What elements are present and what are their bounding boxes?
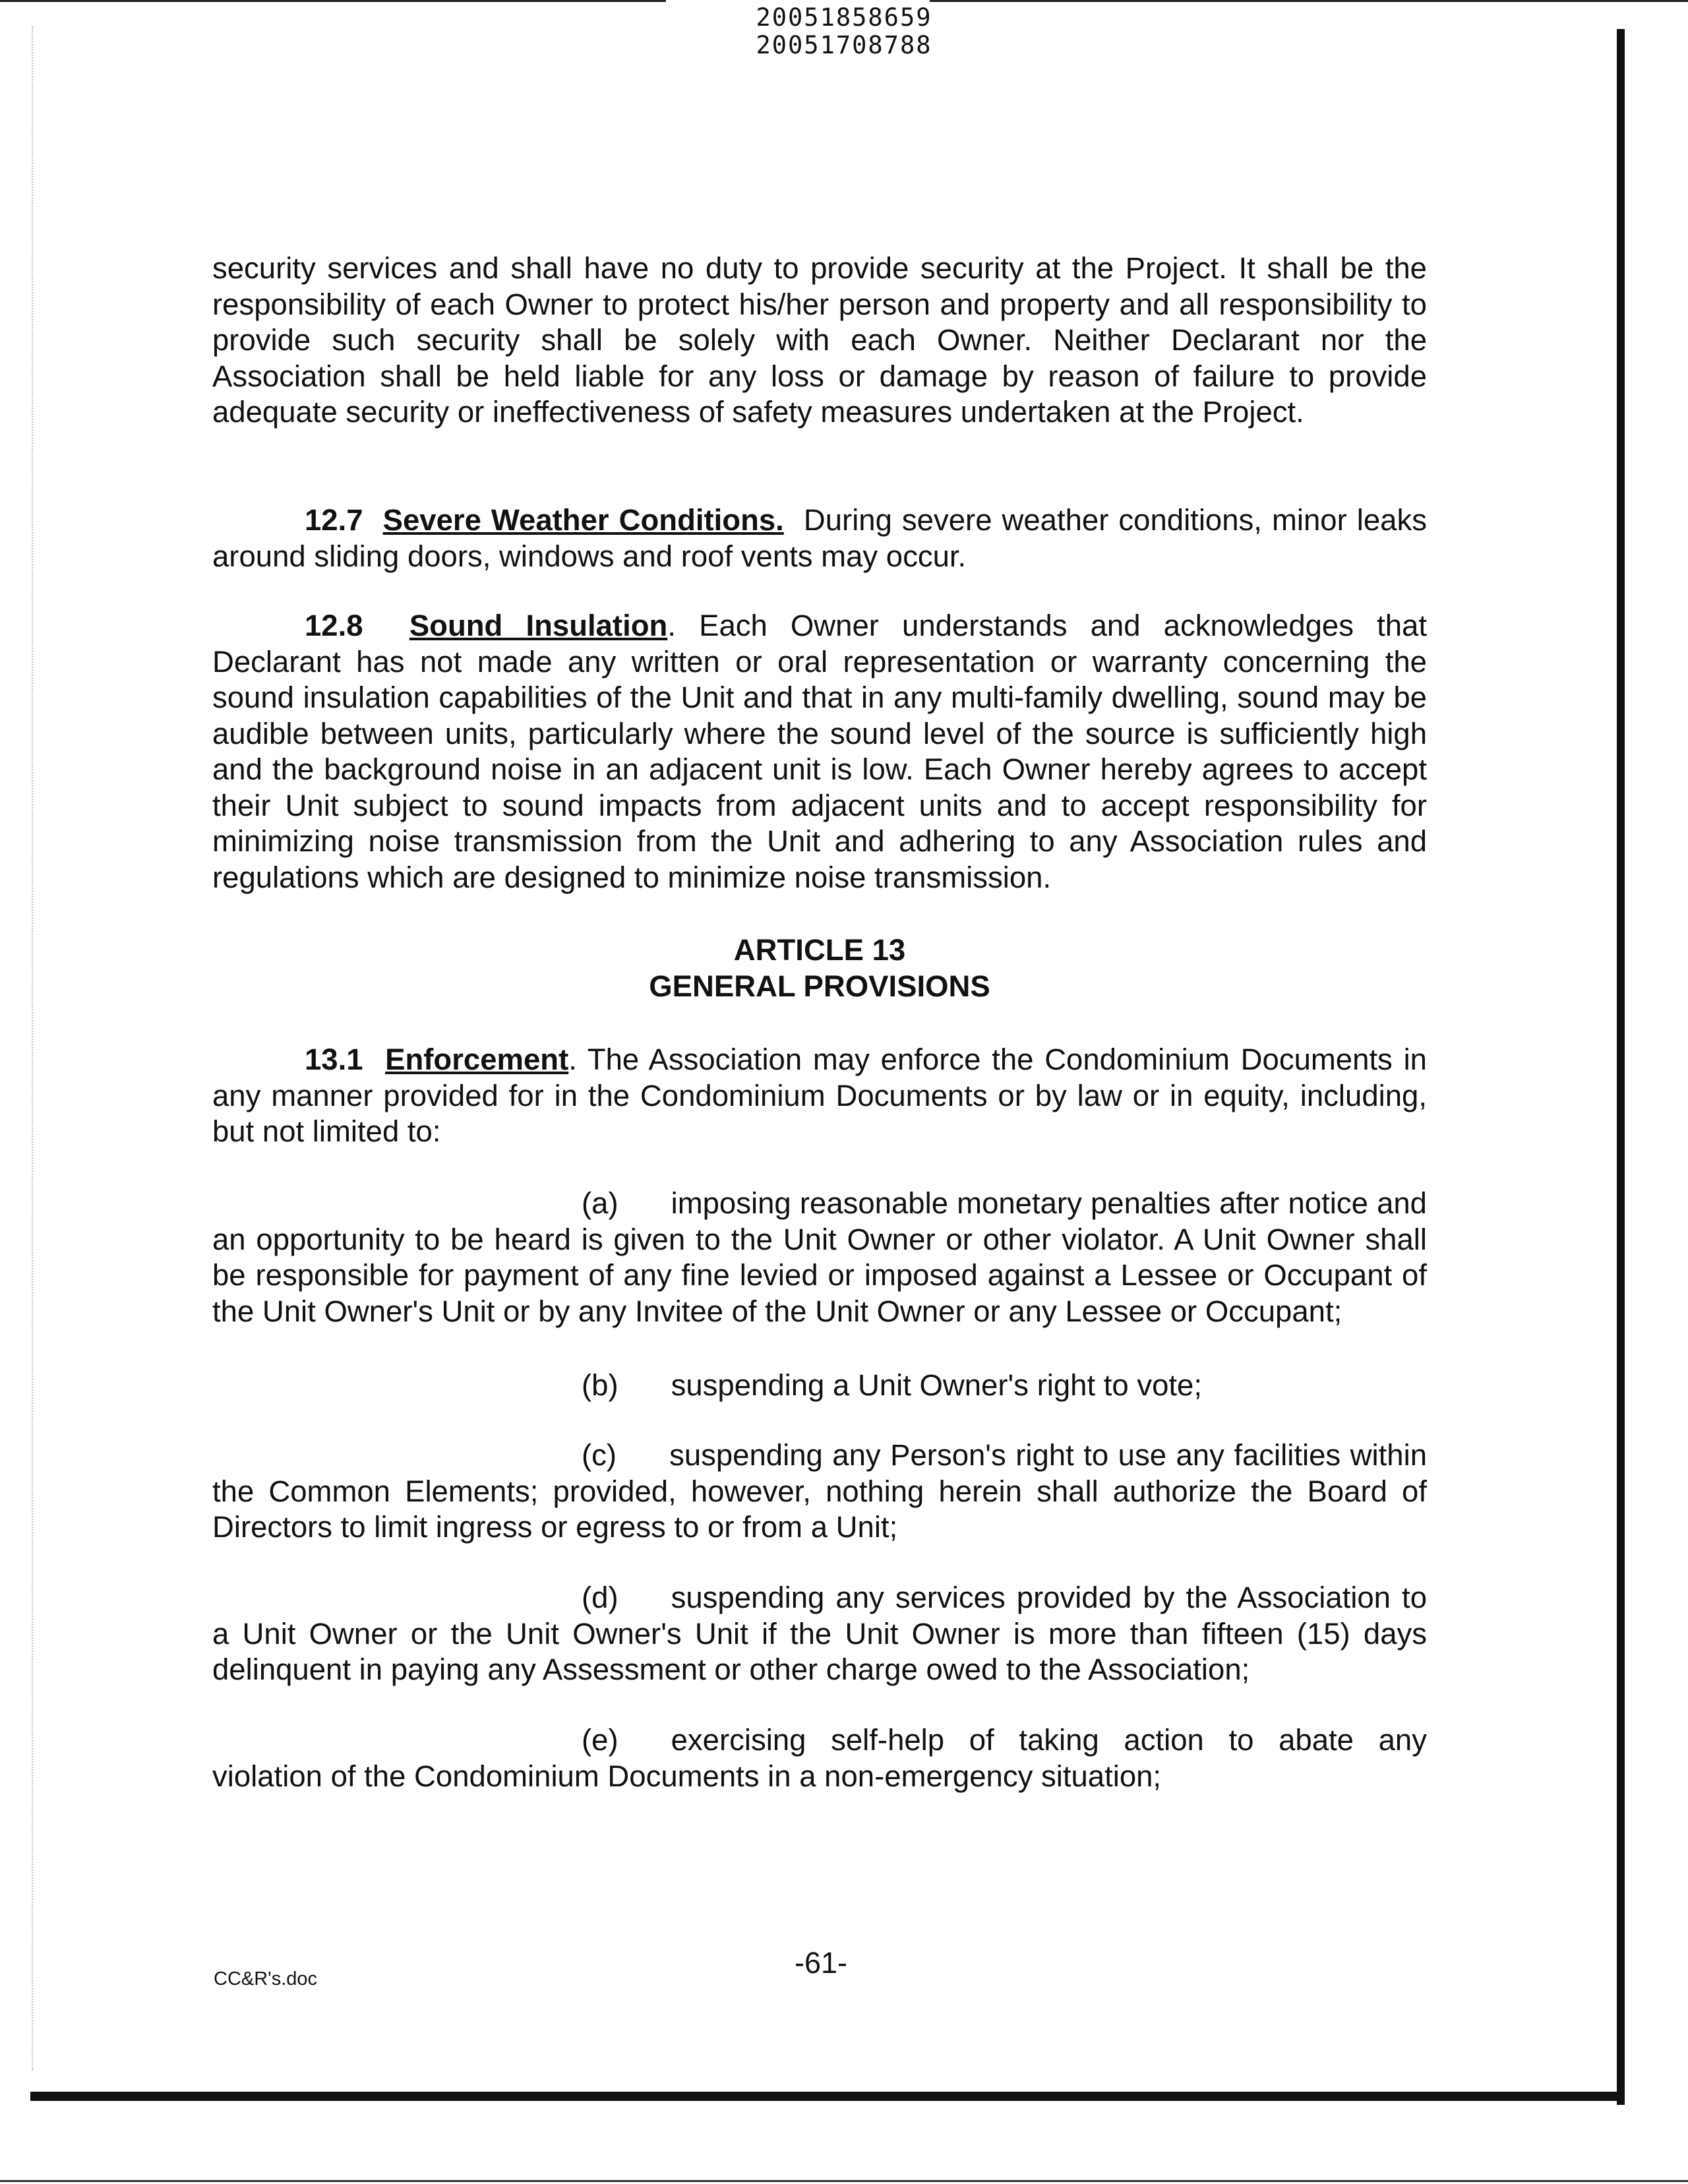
scan-border-bottom-thin: [0, 2180, 1688, 2182]
section-13-1-text: . The Association may enforce the Condominium Documents in any manner provided for in the Condominium Documents or by law or in equity, including, but not limited to:: [212, 1043, 1427, 1148]
section-12-7-number: 12.7: [305, 503, 363, 537]
list-item-c-text: suspending any Person's right to use any facilities within the Common Elements; provided, however, nothing herein shall authorize the Board of Directors to limit ingress or egress to or from a Unit;: [212, 1438, 1427, 1544]
section-12-8-title: Sound Insulation: [409, 609, 668, 642]
list-item-d-text: suspending any services provided by the Association to a Unit Owner or the Unit Owner's Unit if the Unit Owner is more than fifteen (15) days delinquent in paying any Assessment or other charge owed to the Association;: [212, 1581, 1427, 1686]
list-item-e: [212, 1722, 1427, 1794]
footer-document-name: CC&R's.doc: [214, 1968, 318, 1989]
section-12-8-number: 12.8: [305, 609, 363, 642]
scan-border-top-right: [930, 0, 1688, 2]
list-item-c-paragraph: [212, 1438, 1427, 1546]
section-13-1-paragraph: [212, 1042, 1427, 1150]
list-item-c: [212, 1438, 1427, 1546]
section-12-7-paragraph: [212, 502, 1427, 574]
section-12-7-title: Severe Weather Conditions.: [382, 503, 784, 537]
list-item-b-text: suspending a Unit Owner's right to vote;: [671, 1368, 1202, 1402]
list-item-e-label: (e): [582, 1723, 618, 1757]
paragraph-security-text: security services and shall have no duty to provide security at the Project. It shall be the responsibility of each Owner to protect his/her person and property and all responsibility to provide such security shall be solely with each Owner. Neither Declarant nor the Association shall be held liable for any loss or damage by reason of failure to provide adequate security or ineffectiveness of safety measures undertaken at the Project.: [212, 251, 1427, 429]
scan-border-right: [1617, 29, 1625, 2105]
scan-border-bottom: [30, 2092, 1625, 2101]
list-item-d-paragraph: [212, 1580, 1427, 1688]
list-item-c-label: (c): [582, 1438, 617, 1472]
list-item-a-text: imposing reasonable monetary penalties after notice and an opportunity to be heard is given to the Unit Owner or other violator. A Unit Owner shall be responsible for payment of any fine levied or imposed against a Lessee or Occupant of the Unit Owner's Unit or by any Invitee of the Unit Owner or any Lessee or Occupant;: [212, 1186, 1427, 1328]
document-id-2: 20051708788: [756, 31, 932, 59]
list-item-a-paragraph: [212, 1186, 1427, 1329]
list-item-b: [212, 1368, 1427, 1404]
paragraph-security: [212, 251, 1427, 431]
list-item-b-paragraph: [212, 1368, 1427, 1404]
section-13-1-title: Enforcement: [385, 1043, 569, 1076]
section-12-7: [212, 502, 1427, 574]
section-12-8: [212, 608, 1427, 895]
list-item-d-label: (d): [582, 1581, 618, 1614]
document-id-1: 20051858659: [756, 3, 932, 32]
section-13-1-number: 13.1: [305, 1043, 363, 1076]
article-number: ARTICLE 13: [733, 933, 906, 967]
section-12-8-text: . Each Owner understands and acknowledges that Declarant has not made any written or oral representation or warranty concerning the sound insulation capabilities of the Unit and that in any multi-family dwelling, sound may be audible between units, particularly where the sound level of the source is sufficiently high and the background noise in an adjacent unit is low. Each Owner hereby agrees to accept their Unit subject to sound impacts from adjacent units and to accept responsibility for minimizing noise transmission from the Unit and adhering to any Association rules and regulations which are designed to minimize noise transmission.: [212, 609, 1427, 894]
list-item-e-paragraph: [212, 1722, 1427, 1794]
list-item-a: [212, 1186, 1427, 1329]
list-item-e-text: exercising self-help of taking action to abate any violation of the Condominium Documents in a non-emergency situation;: [212, 1723, 1427, 1793]
scan-border-top: [0, 0, 666, 2]
footer-page-number: -61-: [794, 1946, 848, 1980]
section-13-1: [212, 1042, 1427, 1150]
list-item-a-label: (a): [582, 1186, 618, 1220]
list-item-b-label: (b): [582, 1368, 618, 1402]
article-heading: [212, 932, 1427, 1004]
article-title: GENERAL PROVISIONS: [649, 969, 990, 1003]
section-12-8-paragraph: [212, 608, 1427, 895]
document-id-header: [0, 4, 1688, 59]
scan-border-left: [32, 26, 33, 2071]
section-12-7-text: During severe weather conditions, minor leaks around sliding doors, windows and roof vents may occur.: [212, 503, 1427, 573]
list-item-d: [212, 1580, 1427, 1688]
